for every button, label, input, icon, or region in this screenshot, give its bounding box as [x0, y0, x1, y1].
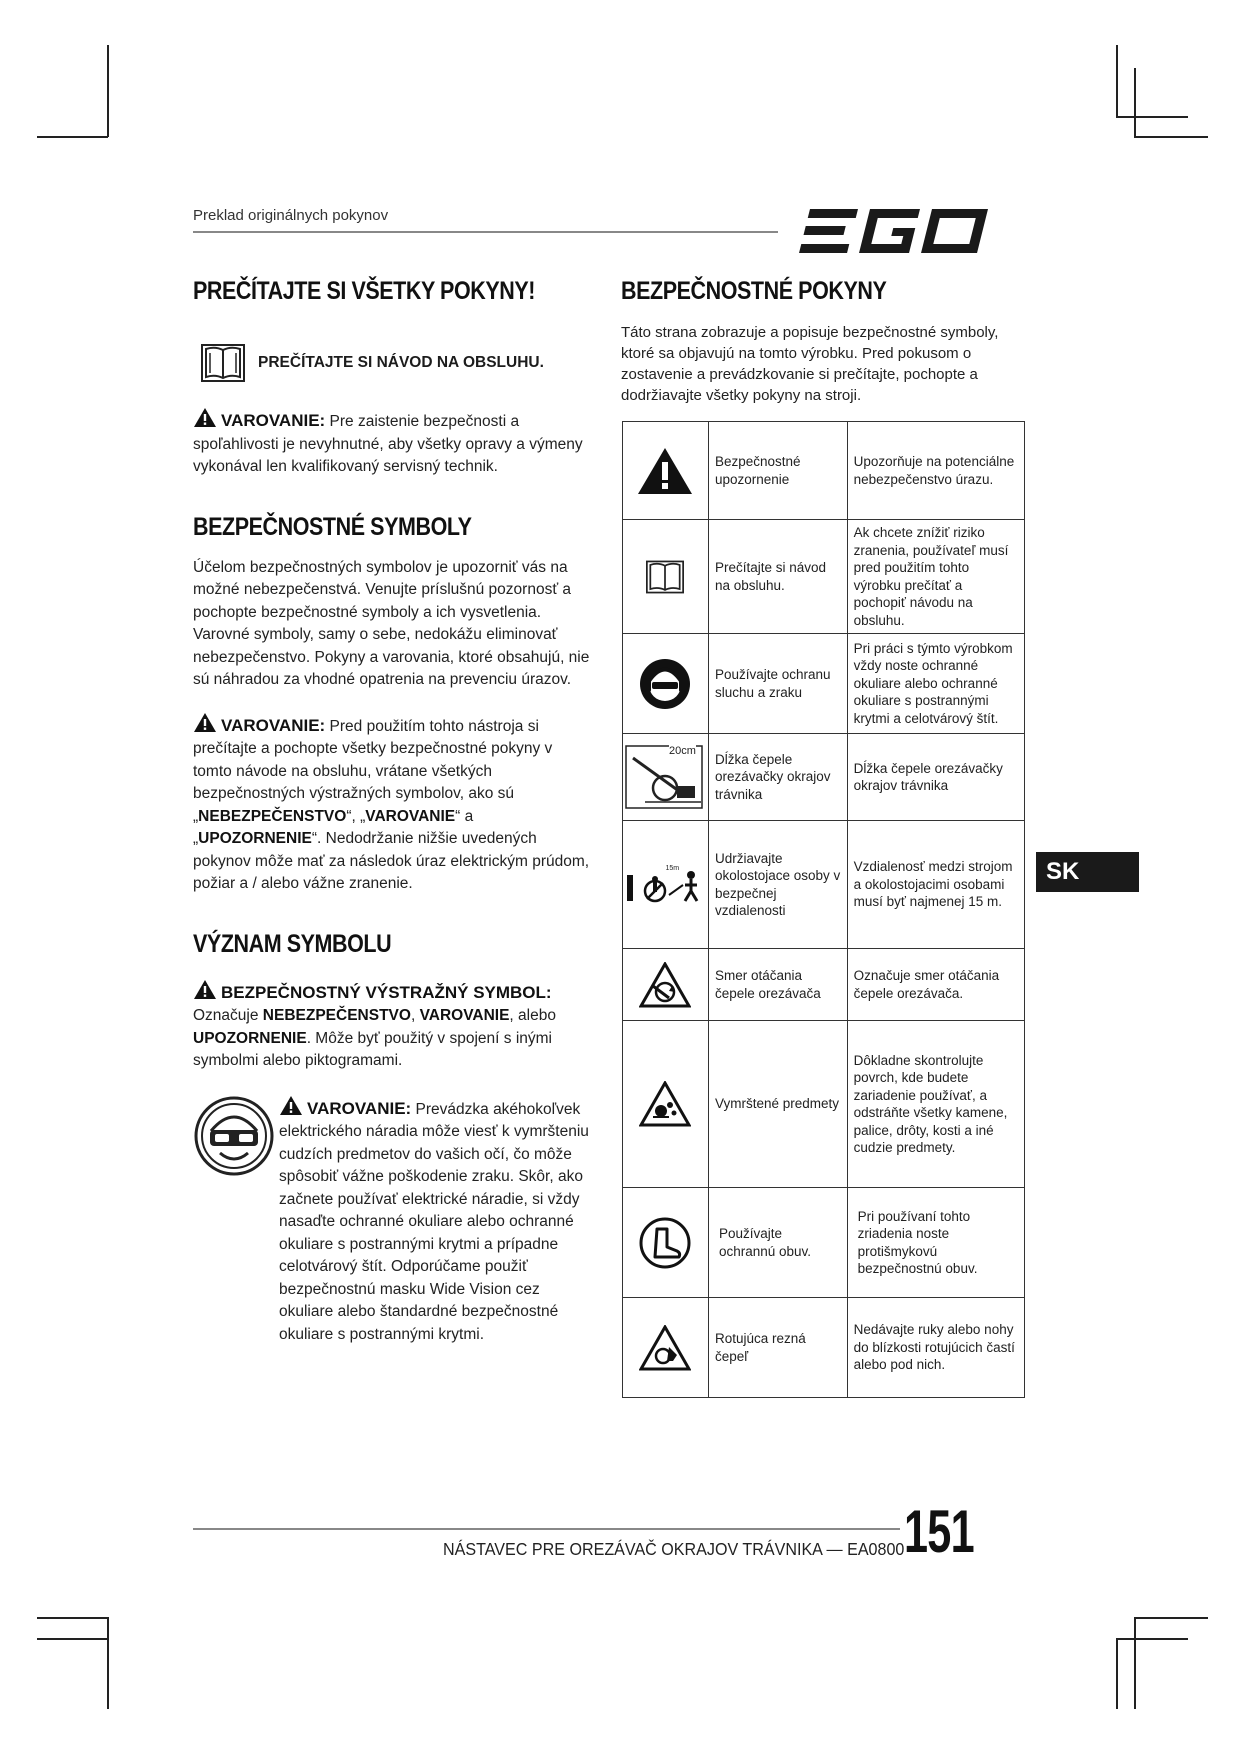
- alert-text-part: . Môže byť použitý v spojení s inými symbolmi alebo piktogramami.: [193, 1029, 552, 1069]
- table-row: [623, 520, 1025, 634]
- symbol-description: Vzdialenosť medzi strojom a okolostojacimi osobami musí byť najmenej 15 m.: [847, 821, 1024, 949]
- safety-symbol-table: [622, 421, 1025, 1398]
- read-manual-icon: [643, 558, 687, 596]
- warning-repairs: [193, 407, 593, 479]
- alert-label: BEZPEČNOSTNÝ VÝSTRAŽNÝ SYMBOL:: [221, 982, 552, 1002]
- alert-text-part: Označuje: [193, 1007, 263, 1024]
- warning-triangle-icon: [636, 446, 694, 496]
- table-icon-cell: [623, 1298, 709, 1398]
- language-tab: SK: [1036, 852, 1139, 892]
- crop-mark: [107, 1617, 109, 1709]
- crop-mark: [1116, 116, 1188, 118]
- warning-triangle-icon: [193, 979, 217, 1000]
- warning-text-part: “. Nedodržanie nižšie uvedených pokynov môže mať za následok úraz elektrickým prúdom, požiar a / alebo vážne zranenie.: [193, 830, 590, 892]
- safety-symbols-text: Účelom bezpečnostných symbolov je upozorniť vás na možné nebezpečenstvá. Venujte príslušnú pozornosť a pochopte bezpečnostné symboly a ich vysvetlenia. Varovné symboly, samy o sebe, nedokážu eliminovať nebezpečenstvo. Pokyny a varovania, ktoré obsahujú, nie sú náhradou za vhodné opatrenia na prevenciu úrazov.: [193, 558, 590, 688]
- warning-triangle-icon: [193, 407, 217, 428]
- symbol-description: Pri práci s týmto výrobkom vždy noste ochranné okuliare alebo ochranné okuliare s postrannými krytmi a celotvárový štít.: [847, 634, 1024, 734]
- footer-title: NÁSTAVEC PRE OREZÁVAČ OKRAJOV TRÁVNIKA — EA0800: [443, 1539, 905, 1559]
- safety-instructions-heading: BEZPEČNOSTNÉ POKYNY: [621, 277, 887, 305]
- read-manual-row: [200, 341, 593, 385]
- thrown-objects-icon: [639, 1081, 691, 1127]
- symbol-name: Smer otáčania čepele orezávača: [708, 949, 847, 1021]
- symbol-name: Dĺžka čepele orezávačky okrajov trávnika: [708, 734, 847, 821]
- warning-triangle-icon: [193, 712, 217, 733]
- symbol-name: Bezpečnostné upozornenie: [708, 422, 847, 520]
- table-row: [623, 949, 1025, 1021]
- table-row: [623, 1021, 1025, 1188]
- symbol-description: Upozorňuje na potenciálne nebezpečenstvo úrazu.: [847, 422, 1024, 520]
- warning-word: VAROVANIE: [365, 807, 456, 825]
- distance-label: 15m: [665, 864, 680, 872]
- read-manual-label: PREČÍTAJTE SI NÁVOD NA OBSLUHU.: [258, 354, 544, 371]
- crop-mark: [1116, 1638, 1118, 1709]
- keep-distance-icon: [625, 865, 705, 905]
- page-number: 151: [904, 1498, 974, 1565]
- table-row: [623, 821, 1025, 949]
- crop-mark: [37, 136, 108, 138]
- symbol-description: Dĺžka čepele orezávačky okrajov trávnika: [847, 734, 1024, 821]
- table-icon-cell: [623, 422, 709, 520]
- warning-text-part: “ a „: [193, 807, 474, 847]
- table-row: [623, 734, 1025, 821]
- symbol-name: Používajte ochranu sluchu a zraku: [708, 634, 847, 734]
- symbol-name: Vymrštené predmety: [708, 1021, 847, 1188]
- ego-logo: [797, 205, 1022, 257]
- warning-triangle-icon: [279, 1095, 303, 1116]
- danger-word: NEBEZPEČENSTVO: [262, 1007, 411, 1024]
- table-icon-cell: [623, 821, 709, 949]
- table-icon-cell: [623, 734, 709, 821]
- symbol-description: Nedávajte ruky alebo nohy do blízkosti rotujúcich častí alebo pod nich.: [847, 1298, 1024, 1398]
- safety-boots-icon: [639, 1217, 691, 1269]
- safety-glasses-icon: [193, 1095, 275, 1177]
- symbol-name: Rotujúca rezná čepeľ: [708, 1298, 847, 1398]
- table-icon-cell: [623, 949, 709, 1021]
- caution-word: UPOZORNENIE: [193, 1029, 307, 1047]
- symbol-meaning-heading: VÝZNAM SYMBOLU: [193, 929, 392, 958]
- warning-text: Prevádzka akéhokoľvek elektrického náradia môže viesť k vymršteniu cudzích predmetov do vašich očí, čo môže spôsobiť vážne poškodenie zraku. Skôr, ako začnete používať elektrické náradie, si vždy nasaďte ochranné okuliare alebo ochranné okuliare s postrannými krytmi a prípadne celotvárový štít. Odporúčame použiť bezpečnostnú masku Wide Vision cez okuliare alebo štandardné bezpečnostné okuliare s postrannými krytmi.: [279, 1100, 589, 1343]
- header-rule: [193, 231, 778, 233]
- table-icon-cell: [623, 1188, 709, 1298]
- blade-length-label: 20cm: [669, 745, 696, 757]
- symbol-description: Označuje smer otáčania čepele orezávača.: [847, 949, 1024, 1021]
- danger-word: NEBEZPEČENSTVO: [198, 807, 347, 825]
- footer-rule: [193, 1528, 900, 1530]
- blade-rotation-icon: [639, 962, 691, 1008]
- eye-protection-text: [279, 1095, 595, 1347]
- table-icon-cell: [623, 634, 709, 734]
- crop-mark: [1134, 1617, 1208, 1619]
- symbol-description: Pri používaní tohto zriadenia noste protišmykovú bezpečnostnú obuv.: [847, 1188, 1024, 1298]
- table-row: [623, 1188, 1025, 1298]
- crop-mark: [1134, 1617, 1136, 1709]
- warning-label: VAROVANIE:: [307, 1098, 412, 1118]
- crop-mark: [1116, 1638, 1188, 1640]
- read-all-heading: PREČÍTAJTE SI VŠETKY POKYNY!: [193, 277, 535, 305]
- hearing-eye-protection-icon: [638, 657, 692, 711]
- eye-protection-warning: [193, 1095, 593, 1357]
- alert-text-part: ,: [410, 1007, 420, 1024]
- warning-read-instructions: [193, 712, 593, 896]
- symbol-name: Prečítajte si návod na obsluhu.: [708, 520, 847, 634]
- warning-text-part: “, „: [346, 807, 366, 825]
- book-icon: [200, 341, 246, 385]
- safety-symbols-heading: BEZPEČNOSTNÉ SYMBOLY: [193, 512, 472, 541]
- blade-length-icon: [625, 744, 705, 810]
- rotating-blade-icon: [639, 1325, 691, 1371]
- table-row: [623, 422, 1025, 520]
- safety-alert-symbol-text: [193, 979, 593, 1073]
- crop-mark: [37, 1617, 108, 1619]
- right-column: [621, 277, 1025, 406]
- caution-word: UPOZORNENIE: [198, 830, 312, 847]
- table-icon-cell: [623, 1021, 709, 1188]
- warning-label: VAROVANIE:: [221, 411, 326, 430]
- table-row: [623, 634, 1025, 734]
- symbol-description: Dôkladne skontrolujte povrch, kde budete zariadenie používať, a odstráňte všetky kamene, palice, drôty, kosti a iné cudzie predmety.: [847, 1021, 1024, 1188]
- safety-instructions-intro: Táto strana zobrazuje a popisuje bezpečnostné symboly, ktoré sa objavujú na tomto výrobku. Pred pokusom o zostavenie a prevádzkovanie si prečítajte, pochopte a dodržiavajte všetky pokyny na stroji.: [621, 324, 999, 404]
- warning-text: Pre zaistenie bezpečnosti a spoľahlivosti je nevyhnutné, aby všetky opravy a výmeny vykonával len kvalifikovaný servisný technik.: [193, 413, 583, 475]
- alert-text-part: , alebo: [509, 1007, 556, 1024]
- header-subtitle: Preklad originálnych pokynov: [193, 207, 389, 224]
- symbol-name: Používajte ochrannú obuv.: [708, 1188, 847, 1298]
- crop-mark: [1116, 45, 1118, 117]
- crop-mark: [37, 1638, 108, 1640]
- warning-text-part: Pred použitím tohto nástroja si prečítajte a pochopte všetky bezpečnostné pokyny v tomto návode na obsluhu, vrátane všetkých bezpečnostných výstražných symbolov, ako sú „: [193, 717, 553, 825]
- table-icon-cell: [623, 520, 709, 634]
- symbol-name: Udržiavajte okolostojace osoby v bezpečnej vzdialenosti: [708, 821, 847, 949]
- crop-mark: [107, 45, 109, 137]
- left-column: [193, 277, 593, 1357]
- crop-mark: [1134, 68, 1136, 136]
- symbol-description: Ak chcete znížiť riziko zranenia, používateľ musí pred použitím tohto výrobku prečítať a pochopiť návodu na obsluhu.: [847, 520, 1024, 634]
- table-row: [623, 1298, 1025, 1398]
- crop-mark: [1134, 136, 1208, 138]
- warning-label: VAROVANIE:: [221, 715, 326, 735]
- warning-word: VAROVANIE: [419, 1007, 510, 1024]
